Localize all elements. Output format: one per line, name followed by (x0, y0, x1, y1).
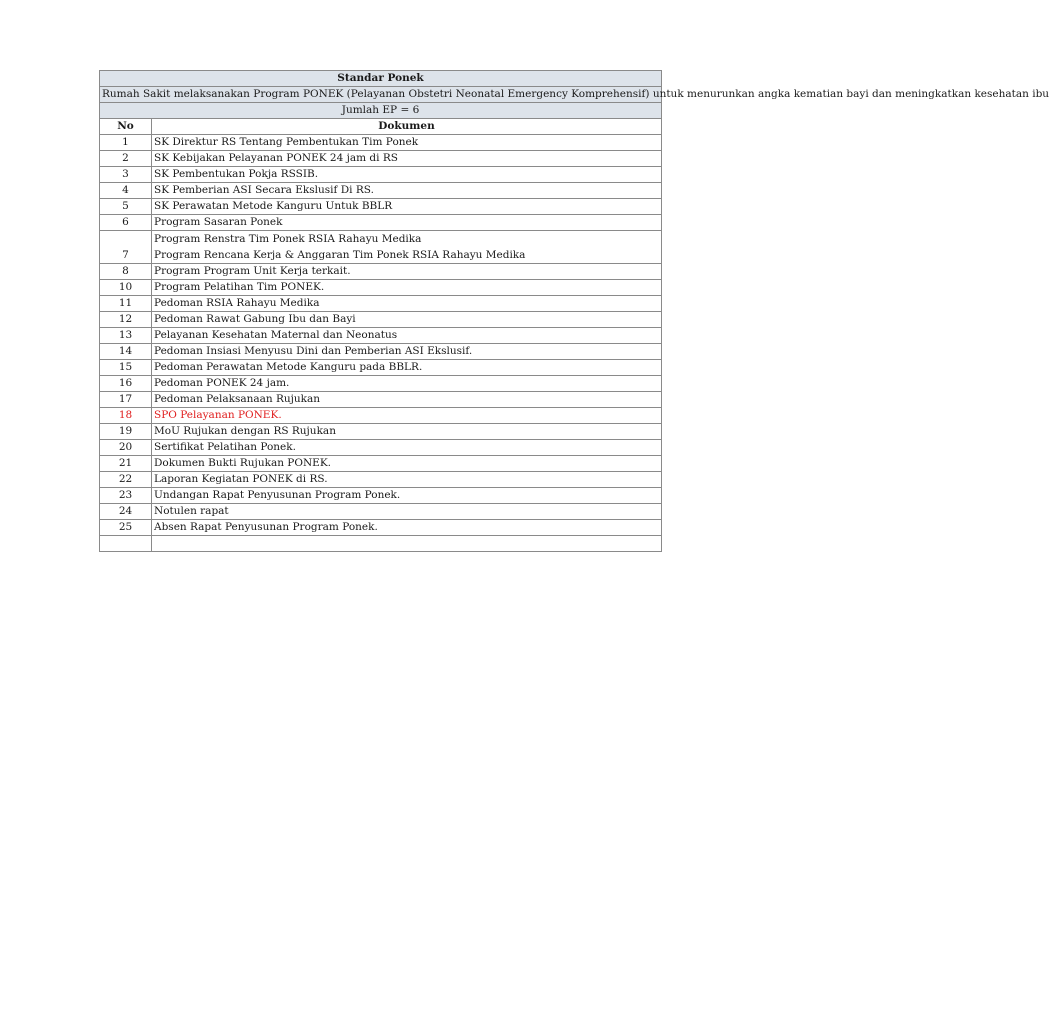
row-document: Pedoman Perawatan Metode Kanguru pada BBLR. (152, 360, 662, 376)
row-number: 20 (100, 440, 152, 456)
row-document: Pedoman Insiasi Menyusu Dini dan Pemberian ASI Ekslusif. (152, 344, 662, 360)
row-document (152, 536, 662, 552)
row-number: 14 (100, 344, 152, 360)
table-row (100, 504, 662, 520)
row-number: 2 (100, 151, 152, 167)
table-row (100, 440, 662, 456)
column-header-no: No (100, 119, 152, 135)
row-number: 4 (100, 183, 152, 199)
table-row (100, 231, 662, 264)
table-row (100, 392, 662, 408)
row-document: Absen Rapat Penyusunan Program Ponek. (152, 520, 662, 536)
table-row (100, 472, 662, 488)
row-number: 18 (100, 408, 152, 424)
row-document: Pedoman Pelaksanaan Rujukan (152, 392, 662, 408)
row-document: Pedoman Rawat Gabung Ibu dan Bayi (152, 312, 662, 328)
document-line: Program Renstra Tim Ponek RSIA Rahayu Medika (154, 233, 422, 245)
table-row (100, 536, 662, 552)
table-row (100, 296, 662, 312)
ep-count-row (100, 103, 662, 119)
row-document: Program Pelatihan Tim PONEK. (152, 280, 662, 296)
table-row (100, 520, 662, 536)
table-row (100, 456, 662, 472)
table-row (100, 135, 662, 151)
row-number: 21 (100, 456, 152, 472)
table-row (100, 151, 662, 167)
row-number: 3 (100, 167, 152, 183)
table-row (100, 280, 662, 296)
row-document: Program Program Unit Kerja terkait. (152, 264, 662, 280)
row-document: Pedoman PONEK 24 jam. (152, 376, 662, 392)
table-row (100, 408, 662, 424)
row-document: Program Sasaran Ponek (152, 215, 662, 231)
description-row (100, 87, 662, 103)
table-row (100, 183, 662, 199)
row-document: Dokumen Bukti Rujukan PONEK. (152, 456, 662, 472)
table-row (100, 424, 662, 440)
document-line: Program Rencana Kerja & Anggaran Tim Ponek RSIA Rahayu Medika (154, 249, 526, 261)
row-number: 10 (100, 280, 152, 296)
table-row (100, 215, 662, 231)
table-description: Rumah Sakit melaksanakan Program PONEK (Pelayanan Obstetri Neonatal Emergency Komprehensif) untuk menurunkan angka kematian bayi dan meningkatkan kesehatan ibu (100, 87, 662, 103)
table-row (100, 488, 662, 504)
row-document: SPO Pelayanan PONEK. (152, 408, 662, 424)
row-number: 7 (100, 231, 152, 264)
row-number: 22 (100, 472, 152, 488)
row-number: 19 (100, 424, 152, 440)
table-row (100, 328, 662, 344)
table-title: Standar Ponek (100, 71, 662, 87)
row-number: 24 (100, 504, 152, 520)
standar-ponek-table (99, 70, 1049, 552)
row-document: SK Perawatan Metode Kanguru Untuk BBLR (152, 199, 662, 215)
row-number: 16 (100, 376, 152, 392)
row-document: Pedoman RSIA Rahayu Medika (152, 296, 662, 312)
column-header-row (100, 119, 662, 135)
row-number: 23 (100, 488, 152, 504)
row-document: SK Pembentukan Pokja RSSIB. (152, 167, 662, 183)
table-row (100, 360, 662, 376)
row-number: 11 (100, 296, 152, 312)
row-number: 15 (100, 360, 152, 376)
row-document: SK Direktur RS Tentang Pembentukan Tim Ponek (152, 135, 662, 151)
table-row (100, 167, 662, 183)
table-row (100, 312, 662, 328)
row-document: Sertifikat Pelatihan Ponek. (152, 440, 662, 456)
row-number: 5 (100, 199, 152, 215)
row-document: SK Kebijakan Pelayanan PONEK 24 jam di RS (152, 151, 662, 167)
row-number: 1 (100, 135, 152, 151)
row-document: Laporan Kegiatan PONEK di RS. (152, 472, 662, 488)
table-title-row (100, 71, 662, 87)
row-document (152, 231, 662, 264)
row-number: 12 (100, 312, 152, 328)
ep-count: Jumlah EP = 6 (100, 103, 662, 119)
row-number: 8 (100, 264, 152, 280)
column-header-dokumen: Dokumen (152, 119, 662, 135)
row-document: SK Pemberian ASI Secara Ekslusif Di RS. (152, 183, 662, 199)
table-row (100, 264, 662, 280)
row-number: 13 (100, 328, 152, 344)
table-row (100, 376, 662, 392)
row-number: 25 (100, 520, 152, 536)
row-number: 6 (100, 215, 152, 231)
row-number: 17 (100, 392, 152, 408)
table-row (100, 344, 662, 360)
row-document: Pelayanan Kesehatan Maternal dan Neonatus (152, 328, 662, 344)
row-document: Notulen rapat (152, 504, 662, 520)
table-row (100, 199, 662, 215)
row-document: Undangan Rapat Penyusunan Program Ponek. (152, 488, 662, 504)
row-document: MoU Rujukan dengan RS Rujukan (152, 424, 662, 440)
row-number (100, 536, 152, 552)
